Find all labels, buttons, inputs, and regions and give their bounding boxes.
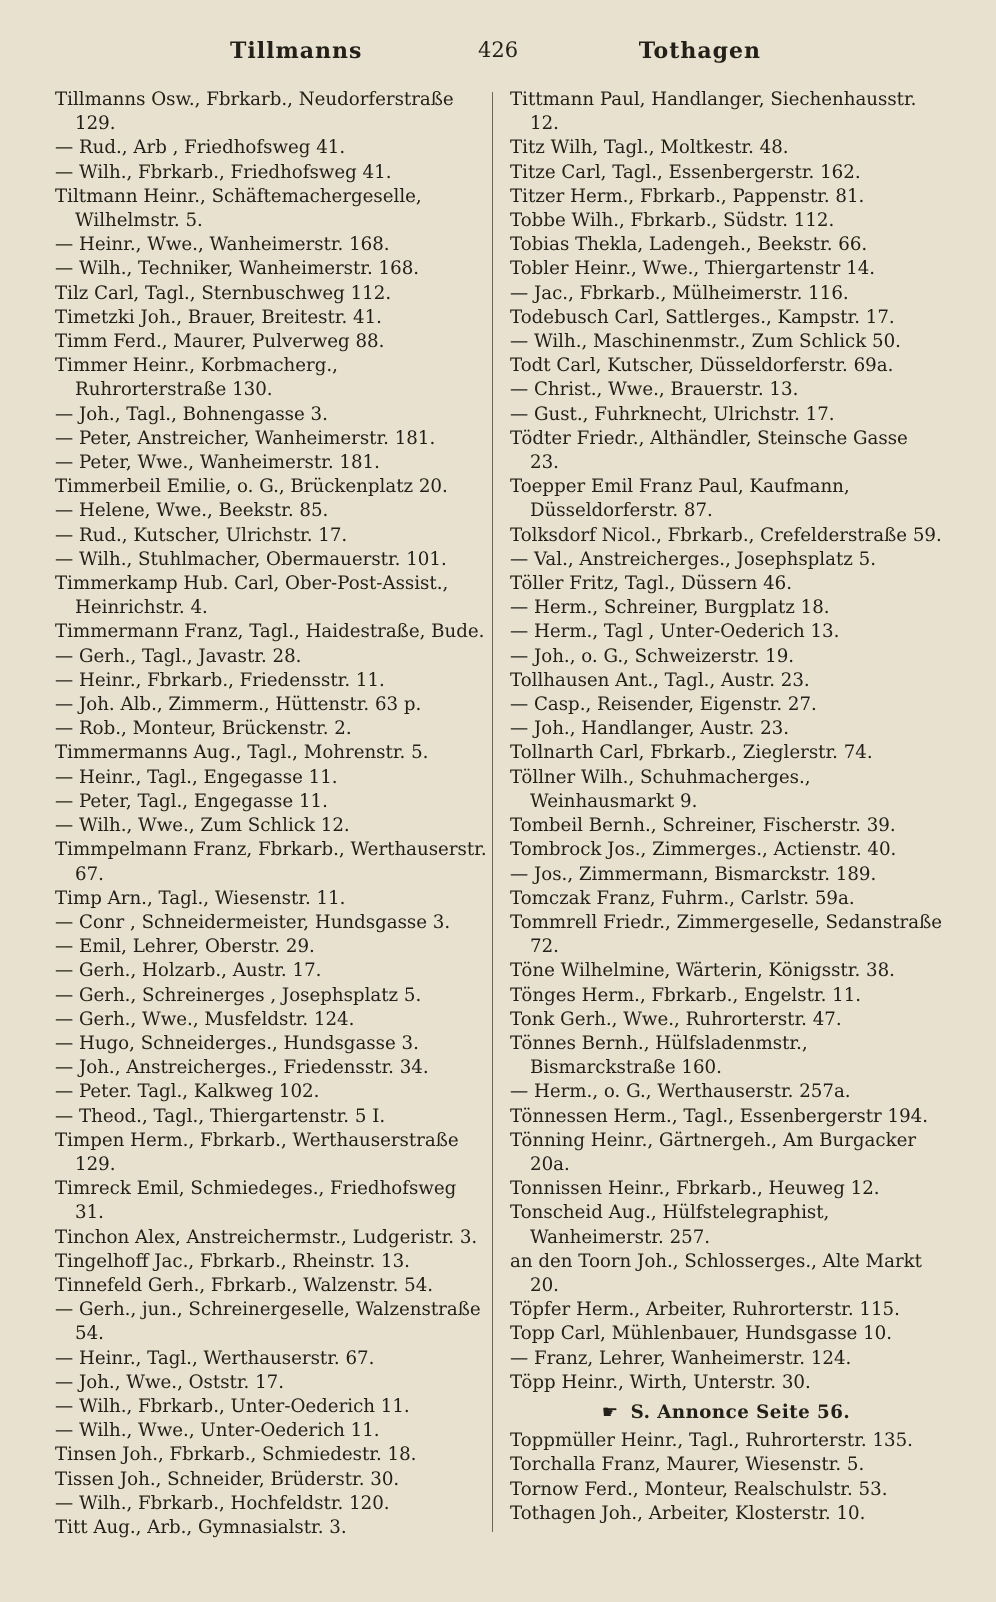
directory-entry: — Wilh., Wwe., Zum Schlick 12. xyxy=(55,815,350,837)
directory-entry: — Joh., Anstreicherges., Friedensstr. 34. xyxy=(55,1057,429,1079)
column-divider xyxy=(492,92,493,1532)
directory-entry: — Jac., Fbrkarb., Mülheimerstr. 116. xyxy=(510,282,849,304)
directory-entry: Timm Ferd., Maurer, Pulverweg 88. xyxy=(55,331,385,353)
directory-entry: Tombrock Jos., Zimmerges., Actienstr. 40. xyxy=(510,839,897,861)
directory-entry: Timmer Heinr., Korbmacherg., Ruhrorterstraße 130. xyxy=(55,355,338,401)
directory-entry: Töpp Heinr., Wirth, Unterstr. 30. xyxy=(510,1371,811,1393)
directory-entry: Töpfer Herm., Arbeiter, Ruhrorterstr. 115. xyxy=(510,1299,900,1321)
directory-entry: Tonnissen Heinr., Fbrkarb., Heuweg 12. xyxy=(510,1178,880,1200)
directory-entry: Tobler Heinr., Wwe., Thiergartenstr 14. xyxy=(510,258,876,280)
directory-entry: — Gerh., Wwe., Musfeldstr. 124. xyxy=(55,1008,355,1030)
directory-entry: Todt Carl, Kutscher, Düsseldorferstr. 69a. xyxy=(510,355,894,377)
directory-entry: Tönnessen Herm., Tagl., Essenbergerstr 194. xyxy=(510,1105,929,1127)
directory-entry: Tinnefeld Gerh., Fbrkarb., Walzenstr. 54. xyxy=(55,1274,434,1296)
directory-entry: Timmpelmann Franz, Fbrkarb., Werthauserstr. 67. xyxy=(55,839,487,885)
directory-entry: Torchalla Franz, Maurer, Wiesenstr. 5. xyxy=(510,1454,865,1476)
directory-entry: Töne Wilhelmine, Wärterin, Königsstr. 38. xyxy=(510,960,895,982)
directory-entry: — Peter, Tagl., Engegasse 11. xyxy=(55,790,328,812)
directory-entry: Tissen Joh., Schneider, Brüderstr. 30. xyxy=(55,1468,400,1490)
directory-entry: Todebusch Carl, Sattlerges., Kampstr. 17. xyxy=(510,306,895,328)
directory-entry: Tobias Thekla, Ladengeh., Beekstr. 66. xyxy=(510,234,868,256)
notice-text: S. Annonce Seite 56. xyxy=(630,1401,851,1423)
directory-entry: Titze Carl, Tagl., Essenbergerstr. 162. xyxy=(510,161,861,183)
directory-entry: — Herm., o. G., Werthauserstr. 257a. xyxy=(510,1081,851,1103)
directory-entry: — Joh., Tagl., Bohnengasse 3. xyxy=(55,403,328,425)
page-header xyxy=(60,38,936,78)
right-column-entries-b xyxy=(510,1429,942,1526)
directory-entry: — Wilh., Fbrkarb., Friedhofsweg 41. xyxy=(55,161,392,183)
directory-entry: — Emil, Lehrer, Oberstr. 29. xyxy=(55,936,315,958)
directory-entry: — Peter, Wwe., Wanheimerstr. 181. xyxy=(55,452,380,474)
directory-entry: — Wilh., Wwe., Unter-Oederich 11. xyxy=(55,1420,380,1442)
directory-entry: Tönges Herm., Fbrkarb., Engelstr. 11. xyxy=(510,984,862,1006)
directory-entry: Timmermanns Aug., Tagl., Mohrenstr. 5. xyxy=(55,742,429,764)
directory-entry: Tonk Gerh., Wwe., Ruhrorterstr. 47. xyxy=(510,1008,842,1030)
directory-entry: — Joh., Wwe., Oststr. 17. xyxy=(55,1371,285,1393)
directory-entry: Titz Wilh, Tagl., Moltkestr. 48. xyxy=(510,137,789,159)
directory-entry: Töller Fritz, Tagl., Düssern 46. xyxy=(510,573,793,595)
directory-entry: — Hugo, Schneiderges., Hundsgasse 3. xyxy=(55,1032,419,1054)
right-column xyxy=(510,88,942,1526)
right-column-entries-a xyxy=(510,88,942,1395)
directory-entry: Timreck Emil, Schmiedeges., Friedhofsweg 31. xyxy=(55,1178,457,1224)
directory-entry: — Gerh., Tagl., Javastr. 28. xyxy=(55,645,302,667)
directory-entry: — Gerh., jun., Schreinergeselle, Walzenstraße 54. xyxy=(55,1299,481,1345)
directory-entry: — Herm., Schreiner, Burgplatz 18. xyxy=(510,597,830,619)
directory-entry: Tonscheid Aug., Hülfstelegraphist, Wanheimerstr. 257. xyxy=(510,1202,830,1248)
directory-entry: — Heinr., Tagl., Werthauserstr. 67. xyxy=(55,1347,375,1369)
directory-entry: Tolksdorf Nicol., Fbrkarb., Crefelderstraße 59. xyxy=(510,524,942,546)
directory-entry: — Gust., Fuhrknecht, Ulrichstr. 17. xyxy=(510,403,835,425)
directory-entry: — Wilh., Stuhlmacher, Obermauerstr. 101. xyxy=(55,548,447,570)
directory-entry: — Christ., Wwe., Brauerstr. 13. xyxy=(510,379,799,401)
left-column xyxy=(55,88,487,1540)
directory-entry: — Joh., Handlanger, Austr. 23. xyxy=(510,718,790,740)
directory-entry: — Franz, Lehrer, Wanheimerstr. 124. xyxy=(510,1347,852,1369)
directory-entry: Tinchon Alex, Anstreichermstr., Ludgeristr. 3. xyxy=(55,1226,478,1248)
directory-entry: — Heinr., Wwe., Wanheimerstr. 168. xyxy=(55,234,390,256)
directory-entry: Töllner Wilh., Schuhmacherges., Weinhausmarkt 9. xyxy=(510,766,811,812)
directory-entry: — Jos., Zimmermann, Bismarckstr. 189. xyxy=(510,863,877,885)
directory-entry: Tingelhoff Jac., Fbrkarb., Rheinstr. 13. xyxy=(55,1250,410,1272)
directory-entry: Tinsen Joh., Fbrkarb., Schmiedestr. 18. xyxy=(55,1444,417,1466)
directory-entry: — Wilh., Fbrkarb., Unter-Oederich 11. xyxy=(55,1395,410,1417)
directory-entry: Tödter Friedr., Althändler, Steinsche Gasse 23. xyxy=(510,427,908,474)
directory-entry: — Joh. Alb., Zimmerm., Hüttenstr. 63 p. xyxy=(55,694,422,716)
directory-entry: Tilz Carl, Tagl., Sternbuschweg 112. xyxy=(55,282,392,304)
directory-entry: Titzer Herm., Fbrkarb., Pappenstr. 81. xyxy=(510,185,865,207)
directory-entry: — Herm., Tagl , Unter-Oederich 13. xyxy=(510,621,840,643)
directory-entry: Titt Aug., Arb., Gymnasialstr. 3. xyxy=(55,1516,347,1538)
directory-entry: — Wilh., Techniker, Wanheimerstr. 168. xyxy=(55,258,420,280)
directory-entry: Timpen Herm., Fbrkarb., Werthauserstraße 129. xyxy=(55,1129,459,1175)
directory-entry: — Conr , Schneidermeister, Hundsgasse 3. xyxy=(55,911,451,933)
directory-entry: Tothagen Joh., Arbeiter, Klosterstr. 10. xyxy=(510,1502,866,1524)
directory-entry: — Casp., Reisender, Eigenstr. 27. xyxy=(510,694,817,716)
directory-entry: Timmermann Franz, Tagl., Haidestraße, Bude. xyxy=(55,621,485,643)
directory-entry: — Rob., Monteur, Brückenstr. 2. xyxy=(55,718,352,740)
directory-entry: Tollhausen Ant., Tagl., Austr. 23. xyxy=(510,669,810,691)
directory-entry: — Helene, Wwe., Beekstr. 85. xyxy=(55,500,329,522)
directory-entry: — Peter, Anstreicher, Wanheimerstr. 181. xyxy=(55,427,436,449)
directory-entry: Tönning Heinr., Gärtnergeh., Am Burgacker 20a. xyxy=(510,1129,917,1175)
directory-entry: Tobbe Wilh., Fbrkarb., Südstr. 112. xyxy=(510,210,835,232)
directory-entry: Tomczak Franz, Fuhrm., Carlstr. 59a. xyxy=(510,887,855,909)
directory-entry: — Gerh., Holzarb., Austr. 17. xyxy=(55,960,322,982)
directory-entry: Tiltmann Heinr., Schäftemachergeselle, Wilhelmstr. 5. xyxy=(55,185,422,232)
directory-entry: Tornow Ferd., Monteur, Realschulstr. 53. xyxy=(510,1478,888,1500)
directory-entry: Tönnes Bernh., Hülfsladenmstr., Bismarckstraße 160. xyxy=(510,1032,808,1079)
directory-entry: — Wilh., Fbrkarb., Hochfeldstr. 120. xyxy=(55,1492,390,1514)
directory-entry: Tollnarth Carl, Fbrkarb., Zieglerstr. 74. xyxy=(510,742,873,764)
directory-entry: — Joh., o. G., Schweizerstr. 19. xyxy=(510,645,795,667)
directory-entry: Timetzki Joh., Brauer, Breitestr. 41. xyxy=(55,306,382,328)
directory-entry: — Peter. Tagl., Kalkweg 102. xyxy=(55,1081,320,1103)
directory-entry: — Heinr., Fbrkarb., Friedensstr. 11. xyxy=(55,669,385,691)
header-left-keyword: Tillmanns xyxy=(230,38,363,64)
directory-entry: Timmerbeil Emilie, o. G., Brückenplatz 20. xyxy=(55,476,448,498)
directory-entry: Tombeil Bernh., Schreiner, Fischerstr. 39. xyxy=(510,815,896,837)
directory-entry: an den Toorn Joh., Schlosserges., Alte Markt 20. xyxy=(510,1250,922,1296)
directory-entry: Tittmann Paul, Handlanger, Siechenhausstr. 12. xyxy=(510,89,917,135)
page-number: 426 xyxy=(478,38,519,62)
advertisement-notice xyxy=(510,1401,942,1425)
directory-entry: — Rud., Kutscher, Ulrichstr. 17. xyxy=(55,524,348,546)
directory-entry: — Theod., Tagl., Thiergartenstr. 5 I. xyxy=(55,1105,386,1127)
pointing-hand-icon: ☛ xyxy=(601,1401,619,1423)
directory-entry: Toepper Emil Franz Paul, Kaufmann, Düsseldorferstr. 87. xyxy=(510,476,850,522)
directory-entry: — Val., Anstreicherges., Josephsplatz 5. xyxy=(510,548,876,570)
directory-entry: — Gerh., Schreinerges , Josephsplatz 5. xyxy=(55,984,422,1006)
directory-entry: — Wilh., Maschinenmstr., Zum Schlick 50. xyxy=(510,331,901,353)
directory-entry: Timmerkamp Hub. Carl, Ober-Post-Assist., Heinrichstr. 4. xyxy=(55,573,449,619)
directory-entry: Tommrell Friedr., Zimmergeselle, Sedanstraße 72. xyxy=(510,911,942,958)
directory-entry: Topp Carl, Mühlenbauer, Hundsgasse 10. xyxy=(510,1323,893,1345)
directory-entry: Toppmüller Heinr., Tagl., Ruhrorterstr. 135. xyxy=(510,1430,913,1452)
directory-entry: Tillmanns Osw., Fbrkarb., Neudorferstraße 129. xyxy=(55,89,454,135)
directory-entry: — Rud., Arb , Friedhofsweg 41. xyxy=(55,137,346,159)
directory-entry: — Heinr., Tagl., Engegasse 11. xyxy=(55,766,338,788)
directory-entry: Timp Arn., Tagl., Wiesenstr. 11. xyxy=(55,887,346,909)
header-right-keyword: Tothagen xyxy=(638,38,761,64)
